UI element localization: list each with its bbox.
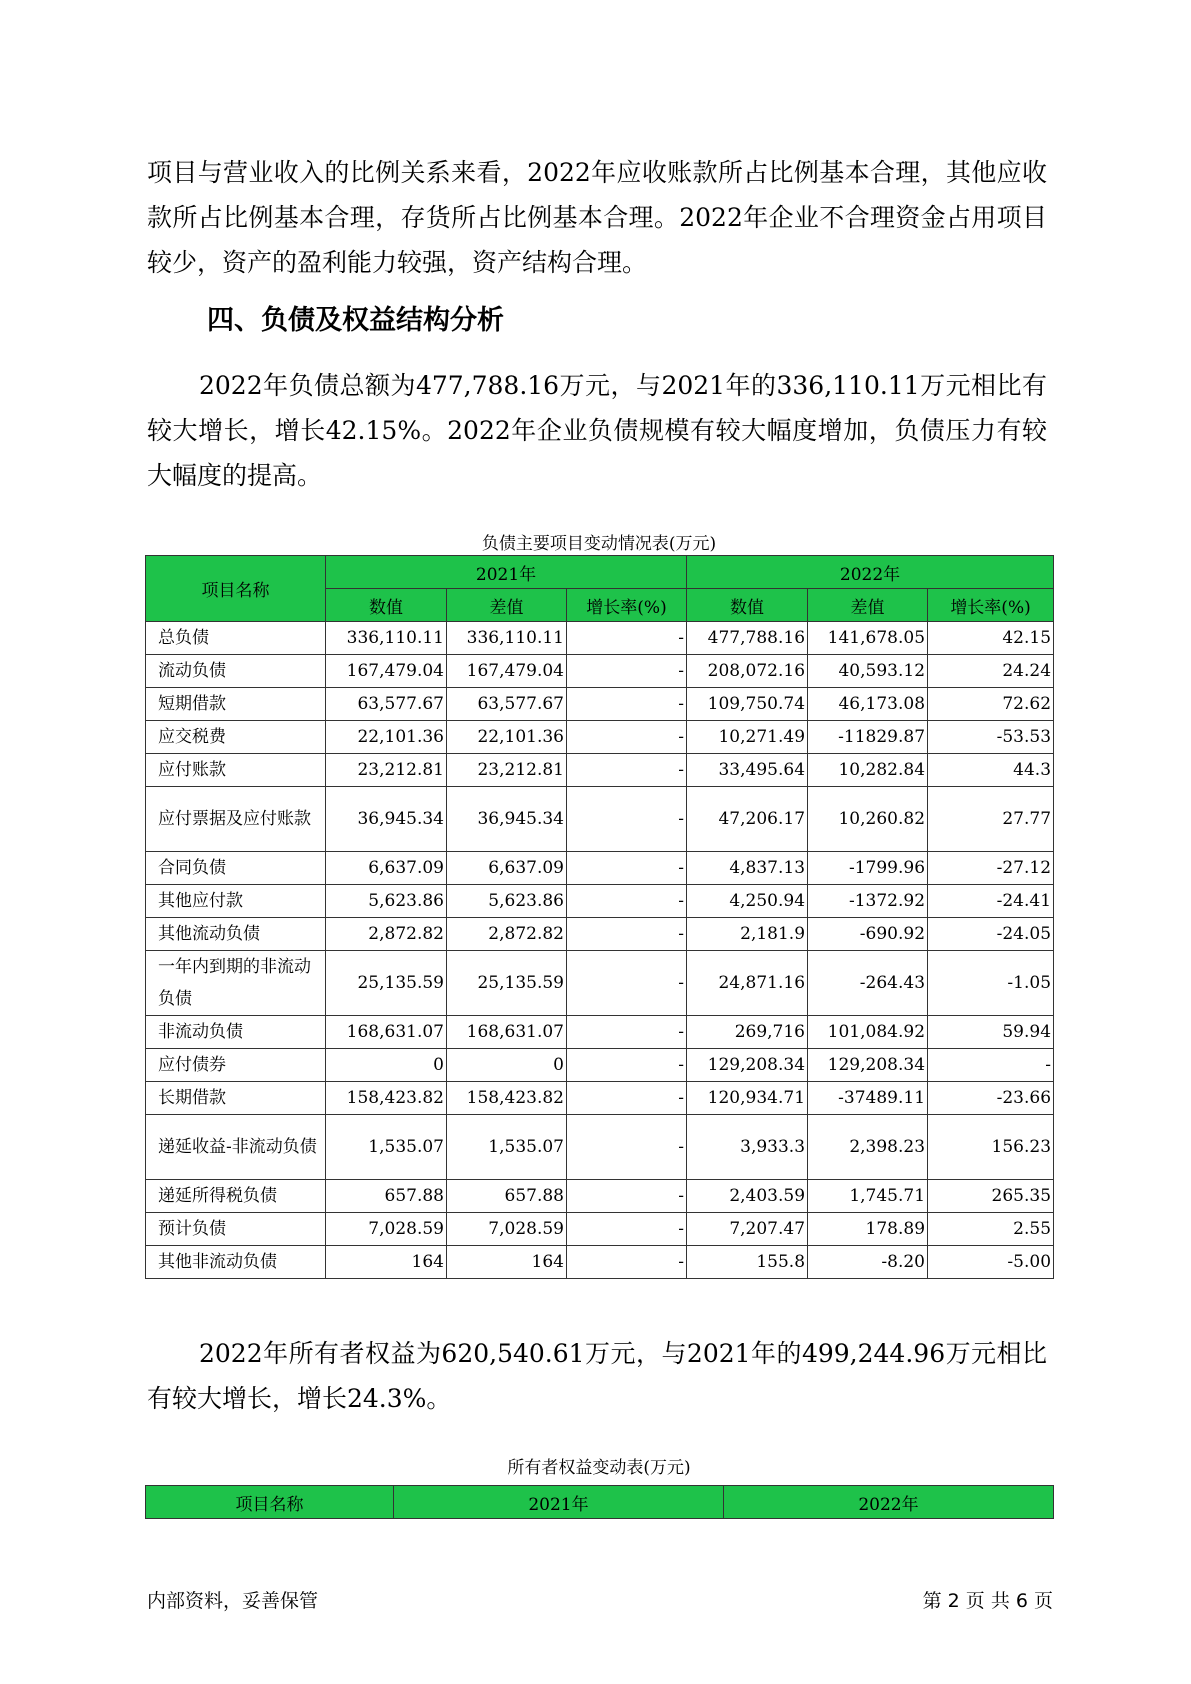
intro-paragraph: 项目与营业收入的比例关系来看，2022年应收账款所占比例基本合理，其他应收款所占比例基本合理，存货所占比例基本合理。2022年企业不合理资金占用项目较少，资产的盈利能力较强，资产结构合理。 bbox=[147, 158, 1047, 277]
rate-2021: - bbox=[567, 1082, 687, 1115]
diff-2022: 10,282.84 bbox=[808, 754, 928, 787]
value-2022: 7,207.47 bbox=[687, 1213, 808, 1246]
row-name: 递延收益-非流动负债 bbox=[146, 1115, 326, 1180]
diff-2021: 1,535.07 bbox=[447, 1115, 567, 1180]
equity-table-caption: 所有者权益变动表(万元) bbox=[507, 1458, 691, 1478]
diff-2021: 7,028.59 bbox=[447, 1213, 567, 1246]
row-name: 其他应付款 bbox=[146, 885, 326, 918]
row-name: 预计负债 bbox=[146, 1213, 326, 1246]
value-2021: 25,135.59 bbox=[326, 951, 447, 1016]
table-row bbox=[146, 754, 1054, 787]
rate-2021: - bbox=[567, 1115, 687, 1180]
header-rate-2022: 增长率(%) bbox=[928, 589, 1054, 622]
diff-2021: 25,135.59 bbox=[447, 951, 567, 1016]
diff-2021: 22,101.36 bbox=[447, 721, 567, 754]
diff-2021: 657.88 bbox=[447, 1180, 567, 1213]
row-name: 其他非流动负债 bbox=[146, 1246, 326, 1279]
value-2022: 4,250.94 bbox=[687, 885, 808, 918]
value-2021: 36,945.34 bbox=[326, 787, 447, 852]
liability-table-body bbox=[146, 622, 1054, 1279]
value-2021: 5,623.86 bbox=[326, 885, 447, 918]
diff-2022: 40,593.12 bbox=[808, 655, 928, 688]
header-diff-2021: 差值 bbox=[447, 589, 567, 622]
table-row bbox=[146, 655, 1054, 688]
table-row bbox=[146, 885, 1054, 918]
rate-2021: - bbox=[567, 1016, 687, 1049]
diff-2022: 141,678.05 bbox=[808, 622, 928, 655]
rate-2021: - bbox=[567, 951, 687, 1016]
value-2022: 47,206.17 bbox=[687, 787, 808, 852]
diff-2022: -8.20 bbox=[808, 1246, 928, 1279]
diff-2022: 10,260.82 bbox=[808, 787, 928, 852]
row-name: 非流动负债 bbox=[146, 1016, 326, 1049]
equity-header-year-2021: 2021年 bbox=[394, 1486, 724, 1519]
value-2022: 24,871.16 bbox=[687, 951, 808, 1016]
liability-table bbox=[145, 555, 1054, 1279]
rate-2022: -1.05 bbox=[928, 951, 1054, 1016]
value-2022: 109,750.74 bbox=[687, 688, 808, 721]
equity-header-item-name: 项目名称 bbox=[146, 1486, 394, 1519]
row-name: 应付账款 bbox=[146, 754, 326, 787]
value-2022: 208,072.16 bbox=[687, 655, 808, 688]
rate-2022: 42.15 bbox=[928, 622, 1054, 655]
rate-2021: - bbox=[567, 1180, 687, 1213]
header-diff-2022: 差值 bbox=[808, 589, 928, 622]
diff-2021: 2,872.82 bbox=[447, 918, 567, 951]
row-name: 总负债 bbox=[146, 622, 326, 655]
value-2021: 0 bbox=[326, 1049, 447, 1082]
diff-2021: 0 bbox=[447, 1049, 567, 1082]
rate-2021: - bbox=[567, 852, 687, 885]
diff-2022: -37489.11 bbox=[808, 1082, 928, 1115]
rate-2022: 156.23 bbox=[928, 1115, 1054, 1180]
rate-2022: 2.55 bbox=[928, 1213, 1054, 1246]
diff-2022: -264.43 bbox=[808, 951, 928, 1016]
value-2022: 3,933.3 bbox=[687, 1115, 808, 1180]
section-heading: 四、负债及权益结构分析 bbox=[207, 305, 504, 336]
equity-table bbox=[145, 1485, 1054, 1519]
diff-2021: 6,637.09 bbox=[447, 852, 567, 885]
table-row bbox=[146, 951, 1054, 1016]
rate-2022: 24.24 bbox=[928, 655, 1054, 688]
rate-2021: - bbox=[567, 918, 687, 951]
liability-paragraph: 2022年负债总额为477,788.16万元，与2021年的336,110.11万元相比有较大增长，增长42.15%。2022年企业负债规模有较大幅度增加，负债压力有较大幅度的提高。 bbox=[147, 371, 1047, 490]
rate-2021: - bbox=[567, 721, 687, 754]
rate-2022: 44.3 bbox=[928, 754, 1054, 787]
row-name: 合同负债 bbox=[146, 852, 326, 885]
value-2021: 63,577.67 bbox=[326, 688, 447, 721]
value-2022: 477,788.16 bbox=[687, 622, 808, 655]
rate-2022: -24.05 bbox=[928, 918, 1054, 951]
diff-2022: -11829.87 bbox=[808, 721, 928, 754]
rate-2022: 59.94 bbox=[928, 1016, 1054, 1049]
diff-2022: 129,208.34 bbox=[808, 1049, 928, 1082]
equity-paragraph: 2022年所有者权益为620,540.61万元，与2021年的499,244.96万元相比有较大增长，增长24.3%。 bbox=[147, 1339, 1047, 1413]
rate-2021: - bbox=[567, 688, 687, 721]
diff-2021: 5,623.86 bbox=[447, 885, 567, 918]
value-2022: 2,403.59 bbox=[687, 1180, 808, 1213]
rate-2022: 72.62 bbox=[928, 688, 1054, 721]
rate-2022: -27.12 bbox=[928, 852, 1054, 885]
value-2022: 4,837.13 bbox=[687, 852, 808, 885]
rate-2022: -23.66 bbox=[928, 1082, 1054, 1115]
header-value-2021: 数值 bbox=[326, 589, 447, 622]
value-2021: 168,631.07 bbox=[326, 1016, 447, 1049]
table-row bbox=[146, 918, 1054, 951]
value-2022: 129,208.34 bbox=[687, 1049, 808, 1082]
diff-2022: -1372.92 bbox=[808, 885, 928, 918]
diff-2022: 46,173.08 bbox=[808, 688, 928, 721]
rate-2022: - bbox=[928, 1049, 1054, 1082]
value-2021: 1,535.07 bbox=[326, 1115, 447, 1180]
table-row bbox=[146, 1246, 1054, 1279]
table-row bbox=[146, 1180, 1054, 1213]
diff-2021: 168,631.07 bbox=[447, 1016, 567, 1049]
rate-2022: -24.41 bbox=[928, 885, 1054, 918]
diff-2022: 101,084.92 bbox=[808, 1016, 928, 1049]
diff-2021: 164 bbox=[447, 1246, 567, 1279]
header-rate-2021: 增长率(%) bbox=[567, 589, 687, 622]
value-2021: 657.88 bbox=[326, 1180, 447, 1213]
rate-2021: - bbox=[567, 885, 687, 918]
table-row bbox=[146, 721, 1054, 754]
rate-2022: 265.35 bbox=[928, 1180, 1054, 1213]
header-year-2021: 2021年 bbox=[326, 556, 687, 589]
diff-2021: 158,423.82 bbox=[447, 1082, 567, 1115]
rate-2021: - bbox=[567, 655, 687, 688]
rate-2021: - bbox=[567, 1213, 687, 1246]
diff-2022: -1799.96 bbox=[808, 852, 928, 885]
diff-2021: 23,212.81 bbox=[447, 754, 567, 787]
value-2021: 22,101.36 bbox=[326, 721, 447, 754]
header-value-2022: 数值 bbox=[687, 589, 808, 622]
table-row bbox=[146, 622, 1054, 655]
row-name: 其他流动负债 bbox=[146, 918, 326, 951]
diff-2022: -690.92 bbox=[808, 918, 928, 951]
value-2022: 120,934.71 bbox=[687, 1082, 808, 1115]
value-2021: 23,212.81 bbox=[326, 754, 447, 787]
diff-2022: 178.89 bbox=[808, 1213, 928, 1246]
liability-table-caption: 负债主要项目变动情况表(万元) bbox=[481, 534, 717, 554]
value-2021: 2,872.82 bbox=[326, 918, 447, 951]
table-row bbox=[146, 688, 1054, 721]
header-year-2022: 2022年 bbox=[687, 556, 1054, 589]
rate-2021: - bbox=[567, 1246, 687, 1279]
rate-2021: - bbox=[567, 622, 687, 655]
value-2021: 167,479.04 bbox=[326, 655, 447, 688]
value-2022: 2,181.9 bbox=[687, 918, 808, 951]
diff-2021: 336,110.11 bbox=[447, 622, 567, 655]
diff-2021: 63,577.67 bbox=[447, 688, 567, 721]
table-row bbox=[146, 852, 1054, 885]
footer-confidential-note: 内部资料，妥善保管 bbox=[147, 1590, 319, 1612]
value-2021: 158,423.82 bbox=[326, 1082, 447, 1115]
diff-2022: 1,745.71 bbox=[808, 1180, 928, 1213]
rate-2022: -53.53 bbox=[928, 721, 1054, 754]
rate-2022: 27.77 bbox=[928, 787, 1054, 852]
equity-header-year-2022: 2022年 bbox=[724, 1486, 1054, 1519]
table-row bbox=[146, 1115, 1054, 1180]
value-2022: 269,716 bbox=[687, 1016, 808, 1049]
rate-2021: - bbox=[567, 1049, 687, 1082]
table-row bbox=[146, 1016, 1054, 1049]
row-name: 短期借款 bbox=[146, 688, 326, 721]
table-row bbox=[146, 787, 1054, 852]
row-name: 应付票据及应付账款 bbox=[146, 787, 326, 852]
row-name: 流动负债 bbox=[146, 655, 326, 688]
row-name: 递延所得税负债 bbox=[146, 1180, 326, 1213]
footer-page-number: 第 2 页 共 6 页 bbox=[922, 1590, 1053, 1612]
diff-2021: 167,479.04 bbox=[447, 655, 567, 688]
value-2021: 336,110.11 bbox=[326, 622, 447, 655]
value-2022: 10,271.49 bbox=[687, 721, 808, 754]
row-name: 长期借款 bbox=[146, 1082, 326, 1115]
table-row bbox=[146, 1213, 1054, 1246]
rate-2021: - bbox=[567, 754, 687, 787]
table-row bbox=[146, 1082, 1054, 1115]
value-2021: 6,637.09 bbox=[326, 852, 447, 885]
row-name: 应交税费 bbox=[146, 721, 326, 754]
row-name: 一年内到期的非流动负债 bbox=[146, 951, 326, 1016]
value-2021: 164 bbox=[326, 1246, 447, 1279]
value-2022: 33,495.64 bbox=[687, 754, 808, 787]
table-row bbox=[146, 1049, 1054, 1082]
value-2022: 155.8 bbox=[687, 1246, 808, 1279]
diff-2021: 36,945.34 bbox=[447, 787, 567, 852]
row-name: 应付债券 bbox=[146, 1049, 326, 1082]
rate-2021: - bbox=[567, 787, 687, 852]
diff-2022: 2,398.23 bbox=[808, 1115, 928, 1180]
value-2021: 7,028.59 bbox=[326, 1213, 447, 1246]
header-item-name: 项目名称 bbox=[146, 556, 326, 622]
rate-2022: -5.00 bbox=[928, 1246, 1054, 1279]
